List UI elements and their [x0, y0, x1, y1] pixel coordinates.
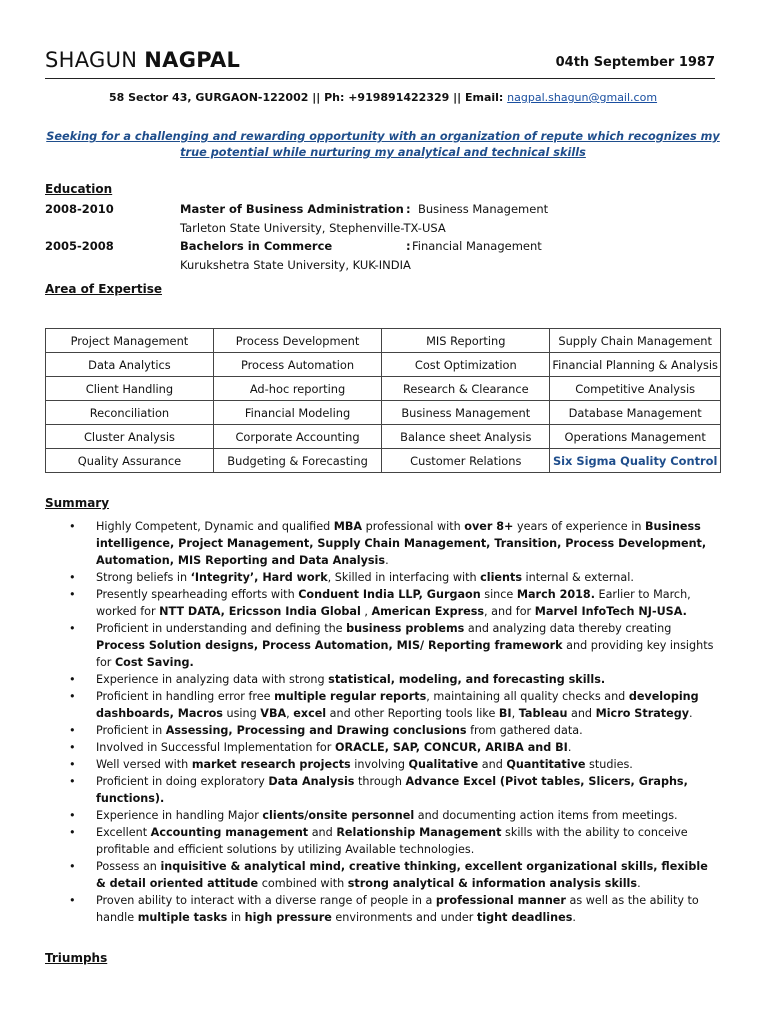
summary-emphasis: clients/onsite personnel: [262, 809, 415, 822]
summary-text: Highly Competent, Dynamic and qualified: [96, 520, 334, 533]
summary-text: Proficient in: [96, 724, 166, 737]
expertise-cell: Competitive Analysis: [550, 377, 721, 401]
summary-item: [45, 892, 721, 926]
summary-text: in: [227, 911, 245, 924]
education-colon: :: [406, 239, 411, 253]
summary-emphasis: multiple regular reports: [274, 690, 427, 703]
education-institution: Tarleton State University, Stephenville-TX-USA: [180, 221, 446, 235]
expertise-cell: Quality Assurance: [46, 449, 214, 473]
summary-emphasis: high pressure: [244, 911, 332, 924]
summary-text: .: [572, 911, 576, 924]
summary-emphasis: Tableau: [518, 707, 568, 720]
expertise-cell: Corporate Accounting: [213, 425, 381, 449]
summary-text: ,: [286, 707, 294, 720]
summary-text: , Skilled in interfacing with: [327, 571, 481, 584]
summary-text: and documenting action items from meetings.: [414, 809, 678, 822]
summary-item: [45, 671, 721, 688]
email-link[interactable]: nagpal.shagun@gmail.com: [507, 91, 658, 104]
summary-text: , and for: [484, 605, 535, 618]
summary-item: [45, 569, 721, 586]
summary-emphasis: professional manner: [435, 894, 566, 907]
summary-text: .: [637, 877, 641, 890]
expertise-cell: MIS Reporting: [382, 329, 550, 353]
expertise-row: [46, 449, 721, 473]
separator: ||: [449, 91, 465, 104]
summary-emphasis: ORACLE, SAP, CONCUR, ARIBA and BI: [334, 741, 568, 754]
summary-text: and: [567, 707, 596, 720]
summary-emphasis: ‘Integrity’, Hard work: [190, 571, 328, 584]
summary-text: professional with: [362, 520, 465, 533]
summary-item: [45, 586, 721, 620]
expertise-cell: Financial Modeling: [213, 401, 381, 425]
summary-text: internal & external.: [522, 571, 634, 584]
summary-emphasis: Micro Strategy: [595, 707, 689, 720]
summary-text: using: [222, 707, 261, 720]
expertise-cell: Balance sheet Analysis: [382, 425, 550, 449]
summary-text: Possess an: [96, 860, 161, 873]
summary-emphasis: statistical, modeling, and forecasting skills.: [328, 673, 606, 686]
summary-item: [45, 739, 721, 756]
summary-item: [45, 824, 721, 858]
summary-item: [45, 518, 721, 569]
education-colon: :: [406, 202, 411, 216]
summary-text: and other Reporting tools like: [326, 707, 499, 720]
date-of-birth: 04th September 1987: [555, 55, 715, 70]
expertise-table: [45, 328, 721, 473]
summary-item: [45, 756, 721, 773]
summary-emphasis: Business intelligence, Project Management, Supply Chain Management, Transition, Process Development, Automation, MIS Reporting and Data Analysis: [96, 520, 707, 567]
summary-emphasis: over 8+: [464, 520, 514, 533]
expertise-cell: Research & Clearance: [382, 377, 550, 401]
summary-emphasis: Cost Saving.: [114, 656, 194, 669]
summary-emphasis: March 2018.: [516, 588, 595, 601]
expertise-cell: Process Automation: [213, 353, 381, 377]
summary-text: Involved in Successful Implementation for: [96, 741, 335, 754]
summary-text: as well as the ability to handle: [96, 894, 699, 924]
summary-emphasis: Process Solution designs, Process Automation, MIS/ Reporting framework: [96, 639, 563, 652]
summary-emphasis: Qualitative: [408, 758, 479, 771]
summary-text: environments and under: [331, 911, 477, 924]
summary-text: Experience in analyzing data with strong: [96, 673, 329, 686]
expertise-row: [46, 401, 721, 425]
address: 58 Sector 43, GURGAON-122002: [108, 91, 309, 104]
expertise-cell: Cluster Analysis: [46, 425, 214, 449]
expertise-cell: Data Analytics: [46, 353, 214, 377]
summary-text: .: [567, 741, 572, 754]
summary-item: [45, 620, 721, 671]
summary-item: [45, 722, 721, 739]
resume-header: [45, 48, 715, 79]
expertise-cell: Business Management: [382, 401, 550, 425]
summary-text: and analyzing data thereby creating: [464, 622, 672, 635]
summary-emphasis: market research projects: [191, 758, 351, 771]
summary-emphasis: business problems: [346, 622, 465, 635]
summary-text: through: [354, 775, 406, 788]
summary-emphasis: excel: [293, 707, 327, 720]
first-name: SHAGUN: [45, 48, 138, 72]
expertise-cell: Operations Management: [550, 425, 721, 449]
summary-text: years of experience in: [513, 520, 645, 533]
summary-text: and: [478, 758, 507, 771]
summary-text: combined with: [258, 877, 348, 890]
summary-text: since: [480, 588, 517, 601]
summary-emphasis: MBA: [333, 520, 363, 533]
expertise-row: [46, 329, 721, 353]
summary-text: Strong beliefs in: [96, 571, 191, 584]
education-field: Financial Management: [412, 239, 542, 253]
summary-heading: Summary: [45, 496, 110, 510]
expertise-cell: Process Development: [213, 329, 381, 353]
summary-text: .: [385, 554, 389, 567]
summary-text: Proficient in doing exploratory: [96, 775, 269, 788]
expertise-cell: Supply Chain Management: [550, 329, 721, 353]
education-years: 2005-2008: [45, 239, 114, 253]
summary-text: involving: [350, 758, 409, 771]
summary-emphasis: Advance Excel (Pivot tables, Slicers, Graphs, functions).: [96, 775, 688, 805]
summary-text: Proficient in understanding and defining the: [96, 622, 347, 635]
expertise-cell: Project Management: [46, 329, 214, 353]
education-degree: Bachelors in Commerce: [180, 239, 333, 253]
summary-emphasis: Data Analysis: [268, 775, 355, 788]
summary-text: studies.: [585, 758, 633, 771]
summary-text: ,: [360, 605, 372, 618]
summary-text: Earlier to March, worked for: [96, 588, 691, 618]
candidate-name: [45, 48, 240, 72]
expertise-cell: Customer Relations: [382, 449, 550, 473]
expertise-row: [46, 353, 721, 377]
summary-text: , maintaining all quality checks and: [426, 690, 629, 703]
summary-text: from gathered data.: [466, 724, 583, 737]
education-field: Business Management: [418, 202, 549, 216]
expertise-cell: Client Handling: [46, 377, 214, 401]
summary-emphasis: multiple tasks: [137, 911, 228, 924]
summary-text: skills with the ability to conceive profitable and efficient solutions by utilizing Available technologies.: [96, 826, 688, 856]
summary-emphasis: inquisitive & analytical mind, creative thinking, excellent organizational skills, flexible & detail oriented attitude: [96, 860, 708, 890]
summary-text: Well versed with: [96, 758, 192, 771]
summary-text: Presently spearheading efforts with: [96, 588, 299, 601]
triumphs-heading: Triumphs: [45, 951, 108, 965]
contact-line: [45, 91, 721, 104]
summary-item: [45, 773, 721, 807]
summary-text: Excellent: [96, 826, 151, 839]
summary-emphasis: Quantitative: [506, 758, 586, 771]
summary-emphasis: BI: [498, 707, 512, 720]
expertise-cell: Database Management: [550, 401, 721, 425]
summary-text: ,: [511, 707, 519, 720]
summary-emphasis: developing dashboards, Macros: [96, 690, 699, 720]
last-name: NAGPAL: [144, 48, 241, 72]
expertise-cell: Cost Optimization: [382, 353, 550, 377]
summary-item: [45, 858, 721, 892]
phone: Ph: +919891422329: [324, 91, 450, 104]
education-heading: Education: [45, 182, 113, 196]
summary-emphasis: Marvel InfoTech NJ-USA.: [534, 605, 687, 618]
summary-text: Proven ability to interact with a diverse range of people in a: [96, 894, 436, 907]
expertise-cell: Reconciliation: [46, 401, 214, 425]
expertise-row: [46, 425, 721, 449]
separator: ||: [308, 91, 325, 104]
expertise-cell: Budgeting & Forecasting: [213, 449, 381, 473]
summary-emphasis: tight deadlines: [476, 911, 573, 924]
summary-text: Proficient in handling error free: [96, 690, 275, 703]
expertise-heading: Area of Expertise: [45, 282, 162, 296]
summary-emphasis: Assessing, Processing and Drawing conclusions: [165, 724, 467, 737]
expertise-cell: Six Sigma Quality Control: [550, 449, 721, 473]
education-years: 2008-2010: [45, 202, 114, 216]
summary-emphasis: Accounting management: [150, 826, 309, 839]
summary-emphasis: Relationship Management: [336, 826, 502, 839]
summary-text: and providing key insights for: [96, 639, 714, 669]
summary-item: [45, 807, 721, 824]
summary-emphasis: Conduent India LLP, Gurgaon: [298, 588, 481, 601]
expertise-row: [46, 377, 721, 401]
career-objective: Seeking for a challenging and rewarding opportunity with an organization of repute which recognizes my true potential while nurturing my analytical and technical skills: [46, 130, 720, 159]
summary-list: [45, 518, 721, 926]
summary-emphasis: American Express: [371, 605, 485, 618]
summary-emphasis: strong analytical & information analysis skills: [347, 877, 638, 890]
education-degree: Master of Business Administration: [180, 202, 404, 216]
summary-text: Experience in handling Major: [96, 809, 263, 822]
email-label: Email:: [464, 91, 508, 104]
summary-emphasis: NTT DATA, Ericsson India Global: [159, 605, 361, 618]
expertise-cell: Ad-hoc reporting: [213, 377, 381, 401]
summary-emphasis: clients: [480, 571, 522, 584]
summary-item: [45, 688, 721, 722]
summary-emphasis: VBA: [260, 707, 287, 720]
expertise-cell: Financial Planning & Analysis: [550, 353, 721, 377]
summary-text: .: [689, 707, 693, 720]
education-institution: Kurukshetra State University, KUK-INDIA: [180, 258, 411, 272]
summary-text: and: [308, 826, 337, 839]
